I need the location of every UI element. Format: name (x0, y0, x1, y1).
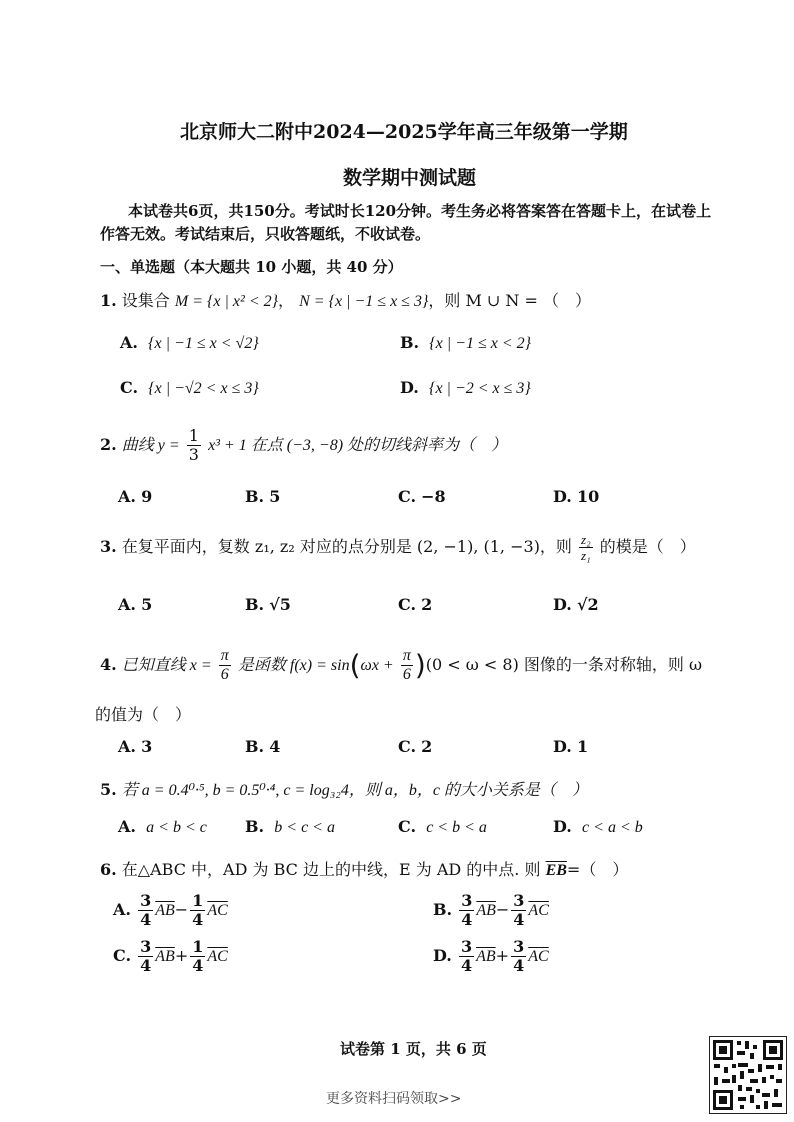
option-a[interactable]: A. a < b < c (118, 817, 207, 836)
question-stem: 曲线 y = (121, 437, 180, 454)
option-c[interactable]: C. 2 (398, 737, 433, 756)
fraction: $\frac{\text{z₂}}{\text{z₁}}$ (581, 532, 591, 563)
option-b[interactable] (400, 333, 531, 353)
left-paren-icon: ( (349, 648, 361, 682)
option-d[interactable]: D. 1 (553, 737, 589, 756)
question-number: 6. (100, 860, 117, 879)
question-number: 5. (100, 780, 117, 799)
option-d[interactable] (400, 378, 531, 398)
option-d[interactable]: D. √2 (553, 595, 599, 614)
question-5 (100, 777, 588, 800)
function-text: 是函数 f(x) = sin (237, 657, 350, 674)
question-stem-end: =（ ） (566, 860, 629, 879)
question-number: 1. (100, 291, 117, 310)
option-b[interactable]: B. $\frac{3}{4}$ $\overline{AB}-$ $\frac{3}{4}$ $\overline{AC}$ (433, 891, 549, 929)
right-paren-icon: ) (414, 648, 426, 682)
option-c[interactable] (120, 378, 259, 398)
option-d[interactable]: D. $\frac{3}{4}$ $\overline{AB}+$ $\frac{3}{4}$ $\overline{AC}$ (433, 937, 549, 975)
option-a[interactable]: A. 3 (118, 737, 153, 756)
question-3 (100, 533, 696, 562)
question-stem-end: 的模是（ ） (599, 537, 696, 556)
option-a[interactable]: A. 9 (118, 487, 153, 506)
section-heading: 一、单选题（本大题共 10 小题，共 40 分） (100, 258, 403, 276)
question-1: 1. 设集合 M = {x | x² < 2}， N = {x | −1 ≤ x ≤ 3}，则 M ∪ N = （ ） (100, 291, 591, 310)
option-text: {x | −√2 < x ≤ 3} (148, 380, 259, 397)
option-label: D. (400, 378, 419, 397)
option-a[interactable] (120, 333, 259, 353)
option-b[interactable]: B. 4 (245, 737, 281, 756)
question-stem: 若 a = 0.4⁰·⁵, b = 0.5⁰·⁴, c = log₃₂4，则 a，b，c 的大小关系是（ ） (121, 782, 588, 799)
option-text: {x | −1 ≤ x < √2} (148, 335, 259, 352)
option-c[interactable]: C. $\frac{3}{4}$ $\overline{AB}+$ $\frac{1}{4}$ $\overline{AC}$ (113, 937, 228, 975)
option-label: A. (120, 333, 138, 352)
fraction-pi-6: $\frac{\pi}{6}$ (220, 647, 229, 683)
set-m: M = {x | x² < 2} (174, 293, 279, 310)
exam-title: 北京师大二附中2024—2025学年高三年级第一学期 (180, 121, 628, 143)
question-2 (100, 428, 507, 463)
question-number: 3. (100, 537, 117, 556)
option-text: {x | −2 < x ≤ 3} (429, 380, 531, 397)
fraction: $\frac{1}{3}$ (188, 426, 199, 464)
option-d[interactable]: D. c < a < b (553, 817, 643, 836)
fraction-pi-6-b: $\frac{\pi}{6}$ (402, 647, 411, 683)
option-c[interactable]: C. c < b < a (398, 817, 487, 836)
option-c[interactable]: C. 2 (398, 595, 433, 614)
question-number: 4. (100, 655, 117, 674)
option-label: C. (120, 378, 139, 397)
set-n: N = {x | −1 ≤ x ≤ 3} (299, 293, 429, 310)
option-b[interactable]: B. b < c < a (245, 817, 335, 836)
option-c[interactable]: C. −8 (398, 487, 446, 506)
question-stem: 在复平面内，复数 z₁, z₂ 对应的点分别是 (2, −1), (1, −3)，则 (121, 537, 572, 556)
question-number: 2. (100, 435, 117, 454)
page-info: 试卷第 1 页，共 6 页 (340, 1040, 487, 1058)
question-stem: 在△ABC 中，AD 为 BC 边上的中线，E 为 AD 的中点. 则 (121, 860, 541, 879)
instructions-line-1: 本试卷共6页，共150分。考试时长120分钟。考生务必将答案答在答题卡上，在试卷上 (128, 202, 712, 220)
option-b[interactable]: B. √5 (245, 595, 291, 614)
option-a[interactable]: A. $\frac{3}{4}$ $\overline{AB}-$ $\frac{1}{4}$ $\overline{AC}$ (113, 891, 228, 929)
vector-eb: $\overline{EB}$ (545, 862, 567, 879)
question-4-line-2: 的值为（ ） (95, 705, 192, 724)
question-stem: 设集合 (121, 291, 170, 310)
option-d[interactable]: D. 10 (553, 487, 600, 506)
exam-subtitle: 数学期中测试题 (343, 167, 477, 189)
option-text: {x | −1 ≤ x < 2} (429, 335, 532, 352)
question-stem-end: x³ + 1 在点 (−3, −8) 处的切线斜率为（ ） (208, 437, 508, 454)
option-a[interactable]: A. 5 (118, 595, 153, 614)
question-stem: 已知直线 x = (121, 657, 212, 674)
option-label: B. (400, 333, 420, 352)
question-4: 4. 已知直线 x = $\frac{\pi}{6}$ 是函数 f(x) = sin(ωx + $\frac{\pi}{6}$ )(0 < ω < 8) 图像的一条对称轴，则 ω (100, 647, 703, 683)
question-stem-end: (0 < ω < 8) 图像的一条对称轴，则 ω (425, 655, 703, 674)
qr-code-icon[interactable] (709, 1036, 787, 1114)
instructions-line-2: 作答无效。考试结束后，只收答题纸，不收试卷。 (100, 225, 431, 243)
more-resources-link[interactable]: 更多资料扫码领取>> (326, 1091, 462, 1107)
question-6 (100, 857, 628, 880)
option-b[interactable]: B. 5 (245, 487, 281, 506)
qr-code-graphic (710, 1037, 786, 1113)
question-stem-end: ，则 M ∪ N = （ ） (428, 291, 591, 310)
